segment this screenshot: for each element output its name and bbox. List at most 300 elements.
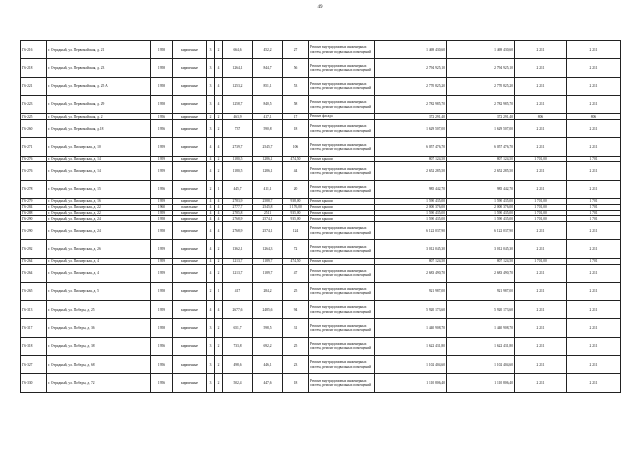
cell-material: кирпичные (173, 337, 207, 355)
cell-floors: 4 (207, 216, 215, 222)
cell-unit2: 2 211 (567, 301, 621, 319)
cell-unit1: 2 211 (515, 282, 567, 300)
cell-material: кирпичные (173, 77, 207, 95)
cell-address: г. Отрадный, ул. Пионерская, д. 4 (47, 264, 151, 282)
cell-unit2: 2 211 (567, 41, 621, 59)
cell-living-area: 1286,1 (253, 156, 283, 162)
table-row (21, 180, 621, 198)
cell-work: Ремонт внутридомовых инженерных систем, ремонт подвальных помещений (309, 41, 375, 59)
cell-floors: 2 (207, 114, 215, 120)
cell-unit1: 1 701,00 (515, 210, 567, 216)
cell-entrances: 4 (215, 216, 223, 222)
cell-year: 1958 (151, 95, 173, 113)
cell-entrances: 2 (215, 337, 223, 355)
cell-unit1: 2 211 (515, 180, 567, 198)
cell-work: Ремонт крыши (309, 156, 375, 162)
cell-cost2: 2 000 376,00 (447, 204, 515, 210)
cell-residents: 20 (283, 180, 309, 198)
cell-material: кирпичные (173, 374, 207, 392)
cell-entrances: 4 (215, 301, 223, 319)
cell-cost: 1 629 507,00 (375, 119, 447, 137)
cell-residents: 938,00 (283, 198, 309, 204)
cell-unit2: 806 (567, 114, 621, 120)
cell-floors: 3 (207, 119, 215, 137)
cell-address: г. Отрадный, ул. Победы, д. 72 (47, 374, 151, 392)
cell-unit2: 1 701 (567, 156, 621, 162)
cell-floors: 3 (207, 41, 215, 59)
cell-address: г. Отрадный, ул. Победы, д. 68 (47, 356, 151, 374)
cell-cost: 807 124,50 (375, 156, 447, 162)
cell-year: 1959 (151, 258, 173, 264)
cell-code: Г6-218 (21, 59, 47, 77)
cell-year: 1958 (151, 216, 173, 222)
cell-material: панельные (173, 204, 207, 210)
cell-area: 1253,2 (223, 77, 253, 95)
cell-cost2: 2 683 490,70 (447, 264, 515, 282)
cell-year: 1958 (151, 41, 173, 59)
table-row (21, 264, 621, 282)
cell-living-area: 2545,7 (253, 138, 283, 156)
cell-floors: 4 (207, 301, 215, 319)
cell-living-area: 1264,3 (253, 240, 283, 258)
cell-work: Ремонт внутридомовых инженерных систем, ремонт подвальных помещений (309, 264, 375, 282)
cell-unit2: 2 211 (567, 162, 621, 180)
cell-area: 2785,8 (223, 210, 253, 216)
cell-entrances: 2 (215, 41, 223, 59)
cell-year: 1958 (151, 319, 173, 337)
cell-unit1: 2 211 (515, 240, 567, 258)
cell-code: Г6-327 (21, 356, 47, 374)
cell-floors: 3 (207, 319, 215, 337)
cell-entrances: 4 (215, 77, 223, 95)
cell-cost: 372 291,40 (375, 114, 447, 120)
cell-material: кирпичные (173, 95, 207, 113)
table-row (21, 374, 621, 392)
cell-floors: 4 (207, 264, 215, 282)
cell-address: г. Отрадный, ул. Пионерская, д. 16 (47, 198, 151, 204)
cell-cost: 5 920 173,60 (375, 301, 447, 319)
cell-residents: 474,50 (283, 258, 309, 264)
cell-year: 1958 (151, 77, 173, 95)
cell-address: г. Отрадный, ул. Пионерская, д. 22 (47, 210, 151, 216)
cell-material: кирпичные (173, 59, 207, 77)
cell-cost: 6 057 476,70 (375, 138, 447, 156)
cell-address: г. Отрадный, ул. Победы, д. 36 (47, 319, 151, 337)
cell-cost: 985 442,70 (375, 180, 447, 198)
cell-material: кирпичные (173, 258, 207, 264)
cell-cost: 1 102 404,60 (375, 356, 447, 374)
cell-unit1: 2 211 (515, 95, 567, 113)
cell-area: 1213,7 (223, 258, 253, 264)
cell-address: г. Отрадный, ул. Пионерская, д. 14 (47, 156, 151, 162)
cell-year: 1959 (151, 210, 173, 216)
page-number: 49 (317, 5, 323, 10)
cell-cost2: 1 110 806,40 (447, 374, 515, 392)
cell-unit1: 2 211 (515, 162, 567, 180)
cell-code: Г6-290 (21, 222, 47, 240)
cell-cost2: 1 622 431,80 (447, 337, 515, 355)
cell-material: кирпичные (173, 162, 207, 180)
cell-living-area: 411,1 (253, 180, 283, 198)
cell-work: Ремонт крыши (309, 258, 375, 264)
register-body (21, 41, 621, 393)
cell-unit2: 2 211 (567, 264, 621, 282)
cell-area: 2768,9 (223, 222, 253, 240)
cell-cost2: 5 920 173,60 (447, 301, 515, 319)
cell-residents: 58 (283, 95, 309, 113)
cell-cost: 1 440 908,70 (375, 319, 447, 337)
cell-code: Г6-225 (21, 114, 47, 120)
table-row (21, 222, 621, 240)
cell-material: кирпичные (173, 138, 207, 156)
cell-area: 1258,7 (223, 95, 253, 113)
cell-residents: 27 (283, 41, 309, 59)
cell-work: Ремонт крыши (309, 216, 375, 222)
cell-residents: 474,50 (283, 156, 309, 162)
cell-living-area: 2485,6 (253, 301, 283, 319)
cell-address: г. Отрадный, ул. Пионерская, д. 15 (47, 180, 151, 198)
cell-unit2: 2 211 (567, 95, 621, 113)
cell-work: Ремонт внутридомовых инженерных систем, ремонт подвальных помещений (309, 162, 375, 180)
cell-cost: 6 122 037,90 (375, 222, 447, 240)
cell-code: Г6-317 (21, 319, 47, 337)
cell-cost: 2 794 925,10 (375, 59, 447, 77)
cell-residents: 72 (283, 240, 309, 258)
cell-unit2: 2 211 (567, 337, 621, 355)
cell-material: кирпичные (173, 210, 207, 216)
cell-code: Г6-271 (21, 138, 47, 156)
cell-work: Ремонт внутридомовых инженерных систем, ремонт подвальных помещений (309, 282, 375, 300)
cell-area: 445,7 (223, 180, 253, 198)
cell-material: кирпичные (173, 119, 207, 137)
cell-unit1: 1 701,00 (515, 258, 567, 264)
cell-area: 2677,6 (223, 301, 253, 319)
cell-living-area: 1286,1 (253, 162, 283, 180)
cell-floors: 4 (207, 258, 215, 264)
cell-cost2: 6 122 037,90 (447, 222, 515, 240)
cell-residents: 17 (283, 114, 309, 120)
cell-cost2: 372 291,40 (447, 114, 515, 120)
cell-address: г. Отрадный, ул. Первомайская, д. 23 (47, 59, 151, 77)
cell-work: Ремонт внутридомовых инженерных систем, ремонт подвальных помещений (309, 319, 375, 337)
cell-area: 2777,7 (223, 204, 253, 210)
cell-address: г. Отрадный, ул. Первомайская, д. 2 (47, 114, 151, 120)
cell-material: кирпичные (173, 319, 207, 337)
table-row (21, 77, 621, 95)
cell-cost: 2 652 285,50 (375, 162, 447, 180)
cell-cost2: 3 012 045,30 (447, 240, 515, 258)
cell-unit2: 2 211 (567, 356, 621, 374)
cell-residents: 23 (283, 356, 309, 374)
cell-floors: 3 (207, 59, 215, 77)
cell-living-area: 2545,8 (253, 204, 283, 210)
cell-code: Г6-223 (21, 95, 47, 113)
cell-living-area: 447,6 (253, 374, 283, 392)
cell-area: 651,7 (223, 319, 253, 337)
cell-code: Г6-216 (21, 41, 47, 59)
cell-floors: 4 (207, 204, 215, 210)
cell-entrances: 2 (215, 374, 223, 392)
cell-cost: 1 110 806,40 (375, 374, 447, 392)
cell-material: кирпичные (173, 301, 207, 319)
cell-year: 1959 (151, 264, 173, 282)
cell-unit1: 2 211 (515, 374, 567, 392)
cell-floors: 4 (207, 222, 215, 240)
cell-address: г. Отрадный, ул. Первомайская, д. 25 А (47, 77, 151, 95)
cell-cost2: 1 590 435,00 (447, 198, 515, 204)
cell-address: г. Отрадный, ул. Победы, д. 25 (47, 301, 151, 319)
cell-cost2: 807 124,50 (447, 258, 515, 264)
cell-work: Ремонт внутридомовых инженерных систем, ремонт подвальных помещений (309, 301, 375, 319)
cell-unit2: 2 211 (567, 138, 621, 156)
cell-residents: 53 (283, 77, 309, 95)
cell-cost2: 921 987,00 (447, 282, 515, 300)
cell-residents: 44 (283, 162, 309, 180)
cell-floors: 2 (207, 180, 215, 198)
cell-year: 1960 (151, 204, 173, 210)
cell-code: Г6-264 (21, 264, 47, 282)
cell-cost2: 1 440 908,70 (447, 319, 515, 337)
cell-entrances: 2 (215, 356, 223, 374)
cell-unit1: 2 211 (515, 356, 567, 374)
cell-floors: 3 (207, 356, 215, 374)
cell-address: г. Отрадный, ул. Пионерская, д. 4 (47, 258, 151, 264)
cell-entrances: 4 (215, 222, 223, 240)
table-row (21, 162, 621, 180)
cell-area: 1213,7 (223, 264, 253, 282)
cell-residents: 935,00 (283, 216, 309, 222)
cell-living-area: 851,1 (253, 77, 283, 95)
cell-area: 1180,5 (223, 156, 253, 162)
cell-cost2: 2 770 825,20 (447, 77, 515, 95)
cell-floors: 4 (207, 162, 215, 180)
cell-entrances: 1 (215, 282, 223, 300)
cell-cost2: 985 442,70 (447, 180, 515, 198)
cell-floors: 4 (207, 240, 215, 258)
cell-unit2: 2 211 (567, 222, 621, 240)
cell-year: 1959 (151, 138, 173, 156)
cell-year: 1959 (151, 162, 173, 180)
cell-living-area: 452,2 (253, 41, 283, 59)
cell-material: кирпичные (173, 264, 207, 282)
table-row (21, 356, 621, 374)
cell-residents: 25 (283, 337, 309, 355)
cell-cost: 3 012 045,30 (375, 240, 447, 258)
cell-living-area: 844,7 (253, 59, 283, 77)
cell-address: г. Отрадный, ул. Пионерская, д. 24 (47, 216, 151, 222)
cell-living-area: 692,2 (253, 337, 283, 355)
cell-work: Ремонт внутридомовых инженерных систем, ремонт подвальных помещений (309, 356, 375, 374)
cell-entrances: 2 (215, 119, 223, 137)
cell-residents: 18 (283, 119, 309, 137)
cell-entrances: 2 (215, 162, 223, 180)
cell-cost2: 1 590 435,00 (447, 216, 515, 222)
cell-code: Г6-290 (21, 216, 47, 222)
cell-cost: 1 590 435,00 (375, 210, 447, 216)
cell-area: 463,9 (223, 114, 253, 120)
cell-unit1: 2 211 (515, 319, 567, 337)
cell-entrances: 4 (215, 210, 223, 216)
cell-cost2: 1 590 435,00 (447, 210, 515, 216)
cell-cost: 1 622 431,80 (375, 337, 447, 355)
cell-floors: 2 (207, 282, 215, 300)
cell-entrances: 2 (215, 319, 223, 337)
cell-code: Г6-260 (21, 119, 47, 137)
cell-cost2: 2 794 925,10 (447, 59, 515, 77)
cell-code: Г6-221 (21, 77, 47, 95)
cell-cost: 807 124,50 (375, 258, 447, 264)
cell-cost: 2 683 490,70 (375, 264, 447, 282)
cell-entrances: 4 (215, 95, 223, 113)
cell-living-area: 598,5 (253, 319, 283, 337)
cell-living-area: 2574,1 (253, 222, 283, 240)
cell-address: г. Отрадный, ул. Пионерская, д. 26 (47, 240, 151, 258)
cell-code: Г6-264 (21, 258, 47, 264)
cell-area: 2739,7 (223, 138, 253, 156)
cell-address: г. Отрадный, ул. Пионерская, д. 10 (47, 138, 151, 156)
cell-area: 2783,9 (223, 198, 253, 204)
cell-residents: 106 (283, 138, 309, 156)
cell-residents: 1 176,00 (283, 204, 309, 210)
cell-address: г. Отрадный, ул. Пионерская, д. 14 (47, 162, 151, 180)
cell-address: г. Отрадный, ул. Пионерская, д. 5 (47, 282, 151, 300)
cell-address: г. Отрадный, ул. Победы, д. 38 (47, 337, 151, 355)
cell-residents: 18 (283, 374, 309, 392)
cell-work: Ремонт внутридомовых инженерных систем, ремонт подвальных помещений (309, 95, 375, 113)
cell-unit2: 2 211 (567, 282, 621, 300)
cell-cost2: 1 469 430,60 (447, 41, 515, 59)
table-row (21, 119, 621, 137)
cell-address: г. Отрадный, ул. Первомайская, д. 29 (47, 95, 151, 113)
cell-residents: 935,00 (283, 210, 309, 216)
cell-year: 1958 (151, 59, 173, 77)
cell-address: г. Отрадный, ул. Первомайская, д. 21 (47, 41, 151, 59)
cell-cost2: 2 652 285,50 (447, 162, 515, 180)
cell-code: Г6-279 (21, 198, 47, 204)
cell-unit1: 2 211 (515, 264, 567, 282)
cell-unit2: 1 701 (567, 210, 621, 216)
cell-work: Ремонт внутридомовых инженерных систем, ремонт подвальных помещений (309, 119, 375, 137)
cell-material: кирпичные (173, 222, 207, 240)
cell-year: 1956 (151, 180, 173, 198)
cell-entrances: 4 (215, 59, 223, 77)
cell-area: 1180,5 (223, 162, 253, 180)
cell-residents: 47 (283, 264, 309, 282)
cell-cost: 2 000 376,00 (375, 204, 447, 210)
cell-cost2: 1 102 404,60 (447, 356, 515, 374)
cell-year: 1956 (151, 114, 173, 120)
cell-unit2: 2 211 (567, 119, 621, 137)
cell-year: 1956 (151, 374, 173, 392)
cell-code: Г6-276 (21, 156, 47, 162)
cell-unit2: 1 701 (567, 258, 621, 264)
cell-living-area: 2574,1 (253, 216, 283, 222)
cell-area: 733,8 (223, 337, 253, 355)
cell-unit1: 2 211 (515, 337, 567, 355)
cell-area: 2768,9 (223, 216, 253, 222)
cell-cost: 2 782 985,70 (375, 95, 447, 113)
cell-code: Г6-284 (21, 204, 47, 210)
cell-floors: 3 (207, 337, 215, 355)
cell-cost2: 1 629 507,00 (447, 119, 515, 137)
cell-unit2: 2 211 (567, 319, 621, 337)
cell-code: Г6-278 (21, 180, 47, 198)
cell-unit1: 1 701,00 (515, 204, 567, 210)
cell-code: Г6-288 (21, 210, 47, 216)
cell-work: Ремонт крыши (309, 204, 375, 210)
cell-address: г. Отрадный, ул. Пионерская, д. 22 (47, 204, 151, 210)
cell-work: Ремонт фасада (309, 114, 375, 120)
cell-unit2: 2 211 (567, 59, 621, 77)
cell-cost: 921 987,00 (375, 282, 447, 300)
cell-code: Г6-318 (21, 337, 47, 355)
cell-living-area: 417,1 (253, 114, 283, 120)
cell-living-area: 840,5 (253, 95, 283, 113)
table-row (21, 319, 621, 337)
cell-material: кирпичные (173, 198, 207, 204)
cell-living-area: 1189,7 (253, 258, 283, 264)
cell-work: Ремонт внутридомовых инженерных систем, ремонт подвальных помещений (309, 77, 375, 95)
cell-address: г. Отрадный, ул. Первомайская, д.18 (47, 119, 151, 137)
cell-living-area: 2511 (253, 210, 283, 216)
cell-entrances: 4 (215, 138, 223, 156)
cell-unit2: 1 701 (567, 216, 621, 222)
cell-floors: 4 (207, 210, 215, 216)
cell-residents: 31 (283, 319, 309, 337)
cell-work: Ремонт внутридомовых инженерных систем, ремонт подвальных помещений (309, 180, 375, 198)
cell-unit1: 1 701,00 (515, 216, 567, 222)
cell-area: 664,6 (223, 41, 253, 59)
cell-unit1: 2 211 (515, 119, 567, 137)
cell-year: 1956 (151, 356, 173, 374)
table-row (21, 95, 621, 113)
cell-work: Ремонт внутридомовых инженерных систем, ремонт подвальных помещений (309, 374, 375, 392)
cell-floors: 3 (207, 77, 215, 95)
cell-unit1: 1 701,00 (515, 156, 567, 162)
cell-cost: 1 469 430,60 (375, 41, 447, 59)
cell-area: 502,4 (223, 374, 253, 392)
cell-floors: 4 (207, 156, 215, 162)
cell-unit1: 806 (515, 114, 567, 120)
cell-material: кирпичные (173, 156, 207, 162)
cell-unit2: 2 211 (567, 77, 621, 95)
cell-year: 1959 (151, 301, 173, 319)
table-row (21, 337, 621, 355)
cell-unit1: 2 211 (515, 301, 567, 319)
cell-entrances: 2 (215, 264, 223, 282)
cell-entrances: 2 (215, 156, 223, 162)
cell-living-area: 284,2 (253, 282, 283, 300)
cell-cost: 1 590 435,00 (375, 198, 447, 204)
cell-unit2: 2 211 (567, 180, 621, 198)
cell-work: Ремонт внутридомовых инженерных систем, ремонт подвальных помещений (309, 337, 375, 355)
cell-material: кирпичные (173, 41, 207, 59)
cell-work: Ремонт внутридомовых инженерных систем, ремонт подвальных помещений (309, 240, 375, 258)
cell-unit2: 1 701 (567, 204, 621, 210)
cell-material: кирпичные (173, 180, 207, 198)
cell-code: Г6-313 (21, 301, 47, 319)
cell-work: Ремонт крыши (309, 198, 375, 204)
cell-entrances: 2 (215, 240, 223, 258)
table-row (21, 282, 621, 300)
cell-material: кирпичные (173, 240, 207, 258)
cell-cost: 1 590 435,00 (375, 216, 447, 222)
cell-year: 1958 (151, 222, 173, 240)
cell-year: 1959 (151, 198, 173, 204)
table-row (21, 59, 621, 77)
table-row (21, 138, 621, 156)
cell-unit1: 2 211 (515, 138, 567, 156)
